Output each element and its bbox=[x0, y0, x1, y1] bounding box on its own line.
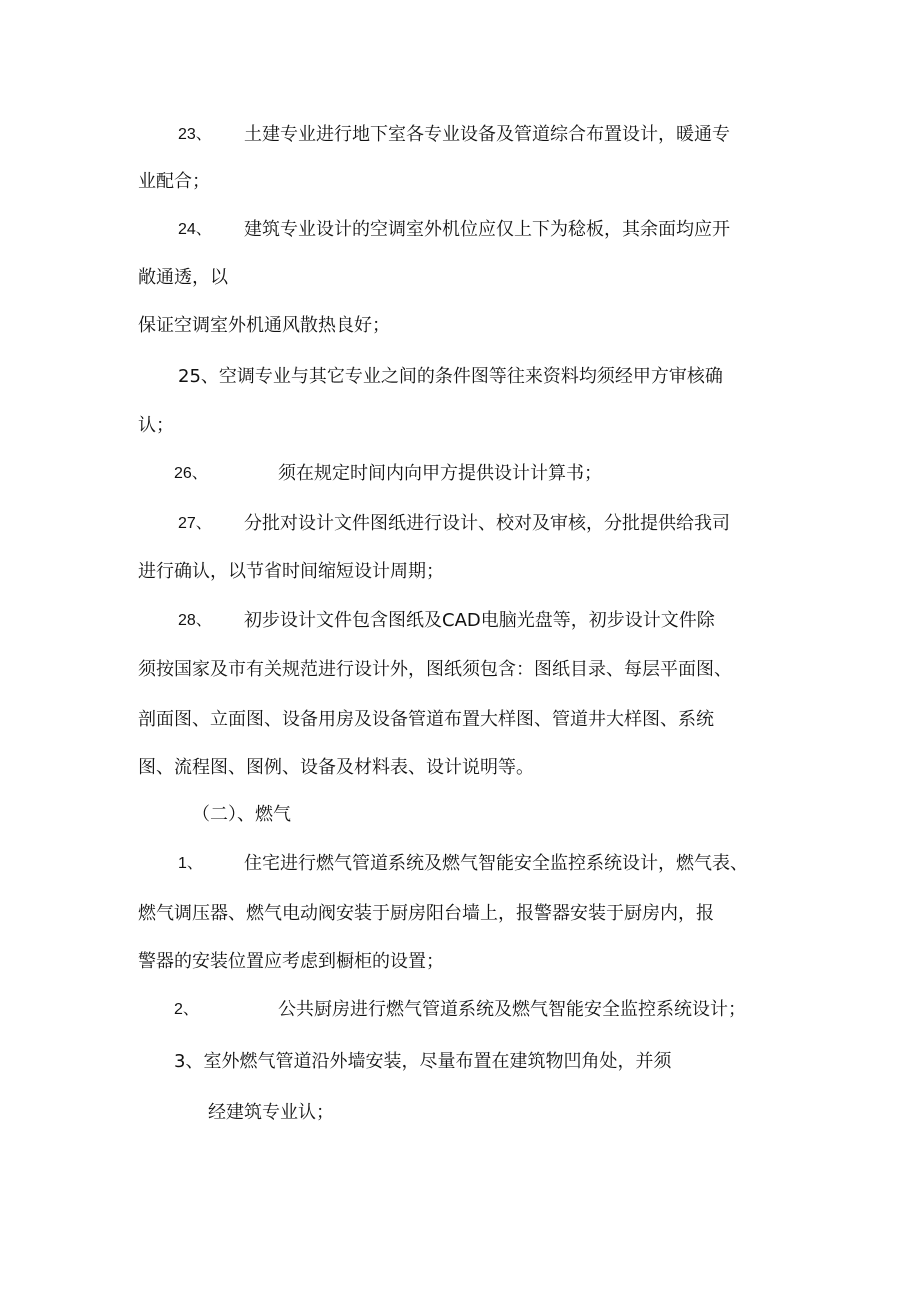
gas-item-2-number: 2、 bbox=[174, 1001, 199, 1018]
section-heading-gas: （二）、燃气 bbox=[192, 804, 291, 825]
item-24-number: 24、 bbox=[178, 221, 212, 238]
item-24-line-1: 建筑专业设计的空调室外机位应仅上下为稔板，其余面均应开 bbox=[244, 219, 730, 240]
item-24-line-2: 敞通透，以 bbox=[138, 267, 228, 288]
item-28-line-4: 图、流程图、图例、设备及材料表、设计说明等。 bbox=[138, 757, 534, 778]
gas-item-3-line-1: 3、室外燃气管道沿外墙安装，尽量布置在建筑物凹角处，并须 bbox=[174, 1051, 672, 1072]
gas-item-1-line-2: 燃气调压器、燃气电动阀安装于厨房阳台墙上，报警器安装于厨房内，报 bbox=[138, 903, 714, 924]
item-23-line-2: 业配合； bbox=[138, 171, 210, 192]
item-25-line-2: 认； bbox=[138, 415, 174, 436]
gas-item-3-line-2: 经建筑专业认； bbox=[208, 1102, 334, 1123]
item-24-line-3: 保证空调室外机通风散热良好； bbox=[138, 315, 390, 336]
gas-item-1-line-3: 警器的安装位置应考虑到橱柜的设置； bbox=[138, 951, 444, 972]
gas-item-1-number: 1、 bbox=[178, 855, 203, 872]
item-28-number: 28、 bbox=[178, 612, 212, 629]
item-27-number: 27、 bbox=[178, 515, 212, 532]
item-23-number: 23、 bbox=[178, 126, 212, 143]
gas-item-2-line-1: 公共厨房进行燃气管道系统及燃气智能安全监控系统设计； bbox=[278, 999, 746, 1020]
item-27-line-1: 分批对设计文件图纸进行设计、校对及审核，分批提供给我司 bbox=[244, 513, 730, 534]
item-27-line-2: 进行确认，以节省时间缩短设计周期； bbox=[138, 561, 444, 582]
item-26-number: 26、 bbox=[174, 465, 208, 482]
item-28-line-1: 初步设计文件包含图纸及CAD电脑光盘等，初步设计文件除 bbox=[244, 610, 715, 631]
item-28-line-2: 须按国家及市有关规范进行设计外，图纸须包含：图纸目录、每层平面图、 bbox=[138, 659, 732, 680]
gas-item-1-line-1: 住宅进行燃气管道系统及燃气智能安全监控系统设计，燃气表、 bbox=[244, 853, 748, 874]
item-25-line-1: 25、空调专业与其它专业之间的条件图等往来资料均须经甲方审核确 bbox=[178, 366, 723, 387]
item-26-line-1: 须在规定时间内向甲方提供设计计算书； bbox=[278, 463, 602, 484]
item-28-line-3: 剖面图、立面图、设备用房及设备管道布置大样图、管道井大样图、系统 bbox=[138, 709, 714, 730]
item-23-line-1: 土建专业进行地下室各专业设备及管道综合布置设计，暖通专 bbox=[244, 124, 730, 145]
